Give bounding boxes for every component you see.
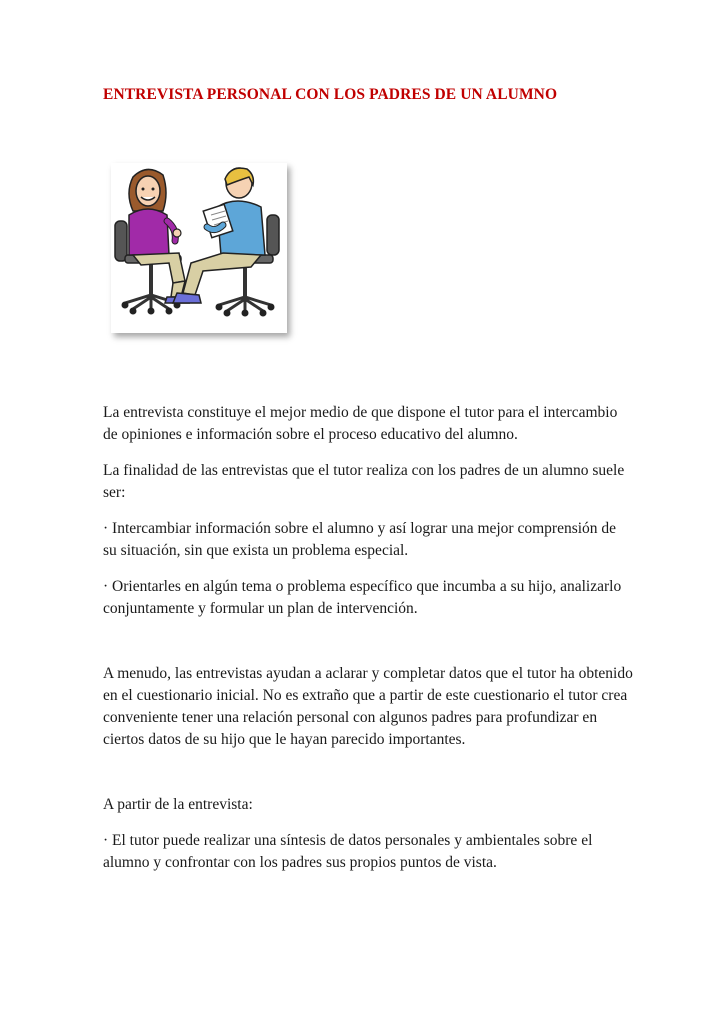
document-body	[103, 402, 633, 874]
document-title: ENTREVISTA PERSONAL CON LOS PADRES DE UN ALUMNO	[103, 86, 558, 103]
paragraph-intro: La entrevista constituye el mejor medio de que dispone el tutor para el intercambio de opiniones e información sobre el proceso educativo del alumno.	[103, 404, 618, 443]
interview-illustration	[111, 163, 287, 333]
paragraph-from-interview: A partir de la entrevista:	[103, 796, 253, 813]
list-item-synthesis: · El tutor puede realizar una síntesis de datos personales y ambientales sobre el alumno y confrontar con los padres sus propios puntos de vista.	[103, 832, 593, 871]
list-item-exchange-info: · Intercambiar información sobre el alumno y así lograr una mejor comprensión de su situación, sin que exista un problema especial.	[103, 520, 617, 559]
list-item-orientation: · Orientarles en algún tema o problema específico que incumba a su hijo, analizarlo conjuntamente y formular un plan de intervención.	[103, 578, 622, 617]
interview-illustration-svg	[111, 163, 287, 333]
woman-figure-icon	[129, 169, 189, 303]
paragraph-purpose: La finalidad de las entrevistas que el tutor realiza con los padres de un alumno suele ser:	[103, 462, 625, 501]
paragraph-questionnaire: A menudo, las entrevistas ayudan a aclarar y completar datos que el tutor ha obtenido en el cuestionario inicial. No es extraño que a partir de este cuestionario el tutor crea conveniente tener una relación personal con algunos padres para profundizar en ciertos datos de su hijo que le hayan parecido importantes.	[103, 665, 633, 748]
man-figure-icon	[173, 168, 265, 303]
